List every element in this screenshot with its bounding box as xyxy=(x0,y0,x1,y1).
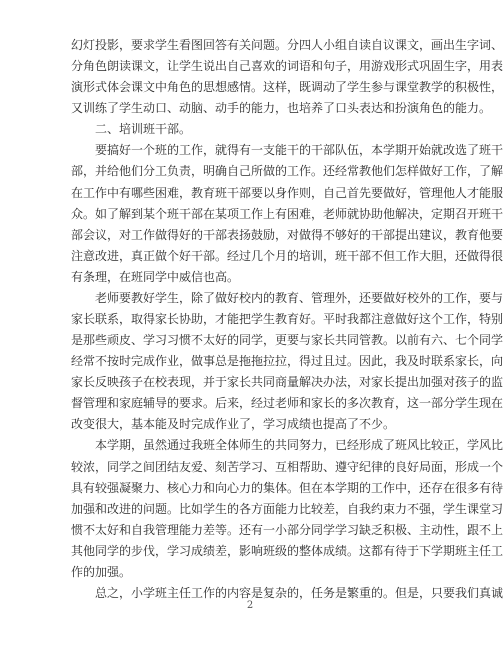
text-line: 作的加强。 xyxy=(71,565,132,579)
text-line: 惯不太好和自我管理能力差等。还有一小部分同学学习缺乏积极、主动性，跟不上 xyxy=(71,523,503,537)
text-line: 督管理和家庭辅导的要求。后来，经过老师和家长的多次教育，这一部分学生现在 xyxy=(71,396,503,410)
text-line: 分角色朗读课文，让学生说出自己喜欢的词语和句子，用游戏形式巩固生字，用表 xyxy=(71,59,503,73)
text-line: 又训练了学生动口、动脑、动手的能力，也培养了口头表达和扮演角色的能力。 xyxy=(71,101,492,115)
text-line: 要搞好一个班的工作，就得有一支能干的干部队伍，本学期开始就改选了班干 xyxy=(95,143,503,157)
text-line: 在工作中有哪些困难，教育班干部要以身作则，自己首先要做好，管理他人才能服 xyxy=(71,186,503,200)
text-line: 家长反映孩子在校表现，并于家长共同商量解决办法，对家长提出加强对孩子的监 xyxy=(71,375,503,389)
text-line: 经常不按时完成作业，做事总是拖拖拉拉，得过且过。因此，我及时联系家长，向 xyxy=(71,354,503,368)
text-line: 加强和改进的问题。比如学生的各方面能力比较差，自我约束力不强，学生课堂习 xyxy=(71,502,503,516)
text-line: 老师要教好学生，除了做好校内的教育、管理外，还要做好校外的工作，要与 xyxy=(95,291,503,305)
text-line: 众。如了解到某个班干部在某项工作上有困难，老师就协助他解决，定期召开班干 xyxy=(71,207,503,221)
text-line: 本学期，虽然通过我班全体师生的共同努力，已经形成了班风比较正，学风比 xyxy=(95,438,503,452)
text-line: 较浓，同学之间团结友爱、刻苦学习、互相帮助、遵守纪律的良好局面，形成一个 xyxy=(71,460,503,474)
text-line: 幻灯投影，要求学生看图回答有关问题。分四人小组自读自议课文，画出生字词、 xyxy=(71,38,503,52)
text-line: 有条理，在班同学中威信也高。 xyxy=(71,270,240,284)
text-line: 家长联系，取得家长协助，才能把学生教育好。平时我都注意做好这个工作，特别 xyxy=(71,312,503,326)
text-line: 部，并给他们分工负责，明确自己所做的工作。还经常教他们怎样做好工作，了解 xyxy=(71,164,503,178)
text-line: 是那些顽皮、学习习惯不太好的同学，更要与家长共同管教。以前有六、七个同学 xyxy=(71,333,503,347)
text-line: 部会议，对工作做得好的干部表扬鼓励，对做得不够好的干部提出建议，教育他要 xyxy=(71,228,503,242)
text-line: 其他同学的步伐，学习成绩差，影响班级的整体成绩。这都有待于下学期班主任工 xyxy=(71,544,503,558)
text-line: 注意改进，真正做个好干部。经过几个月的培训，班干部不但工作大胆，还做得很 xyxy=(71,249,503,263)
text-line: 总之，小学班主任工作的内容是复杂的，任务是繁重的。但是，只要我们真诚 xyxy=(95,586,503,600)
page-number: 2 xyxy=(246,600,254,611)
text-line: 演形式体会课文中角色的思想感情。这样，既调动了学生参与课堂教学的积极性， xyxy=(71,80,503,94)
text-line: 改变很大，基本能及时完成作业了，学习成绩也提高了不少。 xyxy=(71,417,396,431)
text-line: 具有较强凝聚力、核心力和向心力的集体。但在本学期的工作中，还存在很多有待 xyxy=(71,481,503,495)
section-heading: 二、培训班干部。 xyxy=(95,122,192,136)
